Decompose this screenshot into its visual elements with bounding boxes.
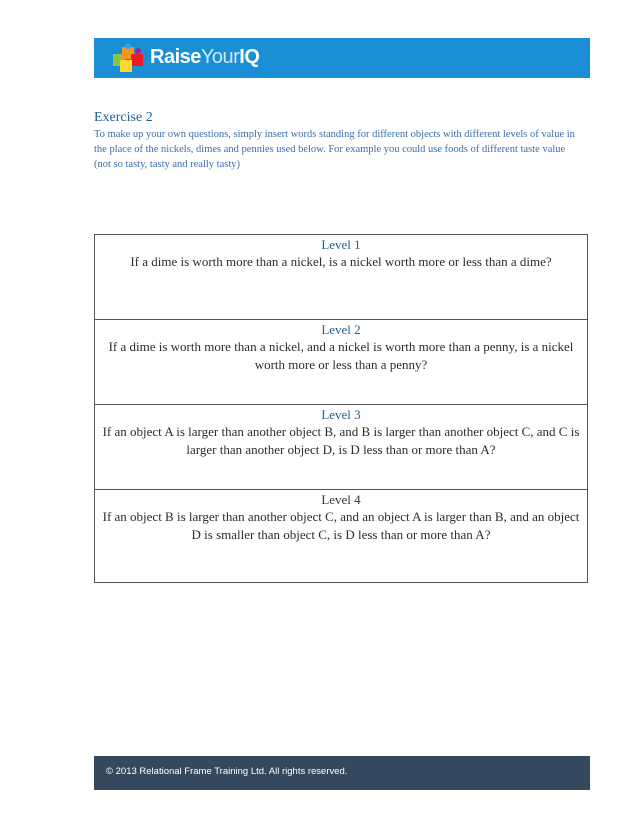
exercise-title: Exercise 2	[94, 110, 153, 125]
level-title: Level 1	[321, 237, 361, 252]
brand-name	[150, 46, 259, 69]
level-question: If an object B is larger than another object C, and an object A is larger than B, and an object D is smaller than object C, is D less than or more than A?	[102, 509, 580, 542]
level-title: Level 2	[321, 322, 361, 337]
copyright-text: © 2013 Relational Frame Training Ltd. All rights reserved.	[106, 766, 348, 777]
exercise-description: To make up your own questions, simply insert words standing for different objects with different levels of value in the place of the nickels, dimes and pennies used below. For example you could use foods of different taste value (not so tasty, tasty and really tasty)	[94, 129, 575, 170]
level-row	[95, 235, 587, 320]
level-title: Level 3	[321, 407, 361, 422]
level-title: Level 4	[321, 492, 361, 507]
brand-your: Your	[200, 46, 240, 68]
level-row	[95, 320, 587, 405]
puzzle-logo-icon	[112, 42, 146, 74]
header-banner	[94, 38, 590, 78]
footer-bar	[94, 756, 590, 790]
level-question: If a dime is worth more than a nickel, and a nickel is worth more than a penny, is a nickel worth more or less than a penny?	[108, 339, 574, 372]
level-row	[95, 405, 587, 490]
brand-iq: IQ	[239, 46, 260, 68]
level-question: If an object A is larger than another object B, and B is larger than another object C, and C is larger than another object D, is D less than or more than A?	[102, 424, 580, 457]
level-question: If a dime is worth more than a nickel, is a nickel worth more or less than a dime?	[130, 254, 552, 269]
level-row	[95, 490, 587, 582]
brand-raise: Raise	[150, 46, 201, 68]
levels-table	[94, 234, 588, 583]
